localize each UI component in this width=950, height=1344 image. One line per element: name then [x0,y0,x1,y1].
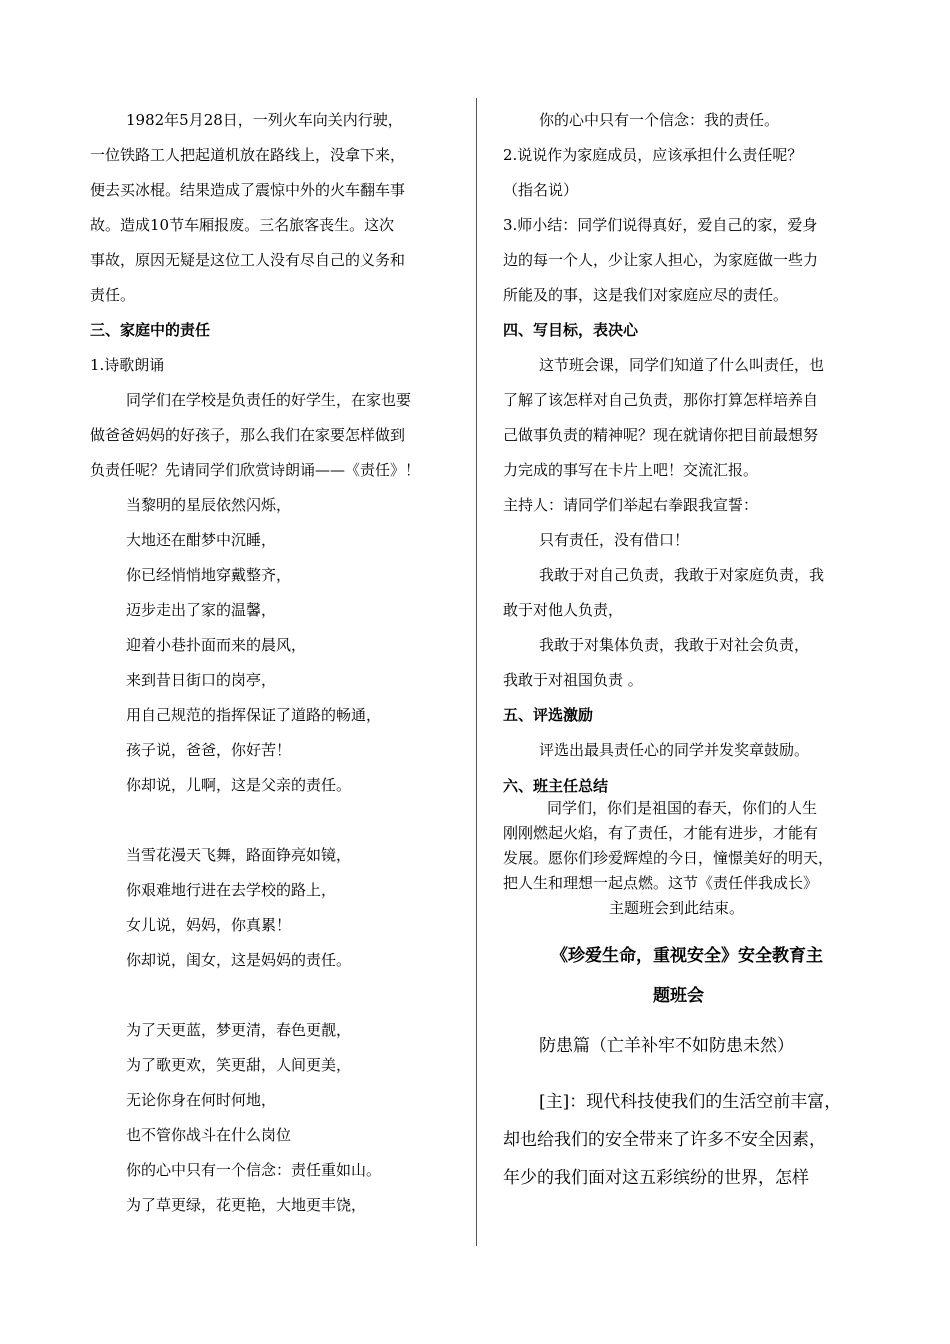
left-column-line: 做爸爸妈妈的好孩子，那么我们在家要怎样做到 [90,426,406,444]
left-column-line: 你已经悄悄地穿戴整齐， [126,566,292,584]
right-column-line: 了解了该怎样对自己负责，那你打算怎样培养自 [503,391,819,409]
column-divider [476,98,477,1246]
right-column-line: 同学们，你们是祖国的春天，你们的人生 [547,799,818,817]
right-column-line: 己做事负责的精神呢？现在就请你把目前最想努 [503,426,819,444]
right-column-line: 敢于对他人负责， [503,601,624,619]
right-column-line: 3.师小结：同学们说得真好，爱自己的家，爱身 [503,216,818,234]
right-column-line: 这节班会课，同学们知道了什么叫责任，也 [539,356,825,374]
left-column-line: 为了歌更欢，笑更甜，人间更美， [126,1056,352,1074]
left-column-line: 当雪花漫天飞舞，路面铮亮如镜， [126,846,352,864]
left-column-line: 责任。 [90,286,136,304]
left-column-line: 一位铁路工人把起道机放在路线上，没拿下来， [90,146,406,164]
right-column-line: [主]：现代科技使我们的生活空前丰富， [539,1092,842,1112]
right-column-line: 我敢于对自己负责，我敢于对家庭负责，我 [539,566,825,584]
right-column-line: 发展。愿你们珍爱辉煌的今日，憧憬美好的明天， [503,849,834,867]
right-column-line: 我敢于对集体负责，我敢于对社会负责， [539,636,810,654]
left-column-line: 女儿说，妈妈，你真累！ [126,916,292,934]
left-column-line: 用自己规范的指挥保证了道路的畅通， [126,706,382,724]
right-column-line: 把人生和理想一起点燃。这节《责任伴我成长》 [503,874,819,892]
right-column-line: 五、评选激励 [503,706,594,724]
right-column-line: 所能及的事，这是我们对家庭应尽的责任。 [503,286,789,304]
right-column-line: 评选出最具责任心的同学并发奖章鼓励。 [539,741,810,759]
left-column-line: 1982年5月28日，一列火车向关内行驶， [126,111,403,129]
left-column-line: 迎着小巷扑面而来的晨风， [126,636,307,654]
right-column-line: （指名说） [503,181,579,199]
right-column-line: 只有责任，没有借口！ [539,531,690,549]
left-column-line: 为了天更蓝，梦更清，春色更靓， [126,1021,352,1039]
left-column-line: 你却说，闺女，这是妈妈的责任。 [126,951,352,969]
left-column-line: 孩子说，爸爸，你好苦！ [126,741,292,759]
left-column-line: 事故，原因无疑是这位工人没有尽自己的义务和 [90,251,406,269]
left-column-line: 你的心中只有一个信念：责任重如山。 [126,1161,382,1179]
left-column-line: 来到昔日街口的岗亭， [126,671,277,689]
left-column-line: 你艰难地行进在去学校的路上， [126,881,337,899]
left-column-line: 负责任呢？先请同学们欣赏诗朗诵——《责任》！ [90,461,421,479]
left-column-line: 无论你身在何时何地， [126,1091,277,1109]
left-column-line: 当黎明的星辰依然闪烁， [126,496,292,514]
left-column-line: 三、家庭中的责任 [90,321,211,339]
right-column-line: 力完成的事写在卡片上吧！交流汇报。 [503,461,759,479]
right-column-line: 题班会 [653,986,704,1006]
right-column-line: 年少的我们面对这五彩缤纷的世界，怎样 [503,1168,809,1188]
right-column-line: 主题班会到此结束。 [609,899,745,917]
left-column-line: 也不管你战斗在什么岗位 [126,1126,292,1144]
right-column-line: 我敢于对祖国负责 。 [503,671,643,689]
left-column-line: 为了草更绿，花更艳，大地更丰饶， [126,1196,367,1214]
right-column-line: 2.说说作为家庭成员，应该承担什么责任呢？ [503,146,803,164]
right-column-line: 边的每一个人，少让家人担心，为家庭做一些力 [503,251,819,269]
left-column-line: 大地还在酣梦中沉睡， [126,531,277,549]
right-column-line: 刚刚燃起火焰，有了责任，才能有进步，才能有 [503,824,819,842]
right-column-line: 六、班主任总结 [503,777,609,795]
left-column-line: 你却说，儿啊，这是父亲的责任。 [126,776,352,794]
left-column-line: 便去买冰棍。结果造成了震惊中外的火车翻车事 [90,181,406,199]
right-column-line: 《珍爱生命，重视安全》安全教育主 [551,946,823,966]
right-column-line: 主持人：请同学们举起右拳跟我宣誓： [503,496,759,514]
left-column-line: 同学们在学校是负责任的好学生，在家也要 [126,391,412,409]
left-column-line: 迈步走出了家的温馨， [126,601,277,619]
left-column-line: 故。造成10节车厢报废。三名旅客丧生。这次 [90,216,395,234]
left-column-line: 1.诗歌朗诵 [90,356,165,374]
right-column-line: 防患篇（亡羊补牢不如防患未然） [539,1036,794,1056]
right-column-line: 四、写目标，表决心 [503,321,639,339]
right-column-line: 你的心中只有一个信念：我的责任。 [539,111,780,129]
right-column-line: 却也给我们的安全带来了许多不安全因素， [503,1130,826,1150]
